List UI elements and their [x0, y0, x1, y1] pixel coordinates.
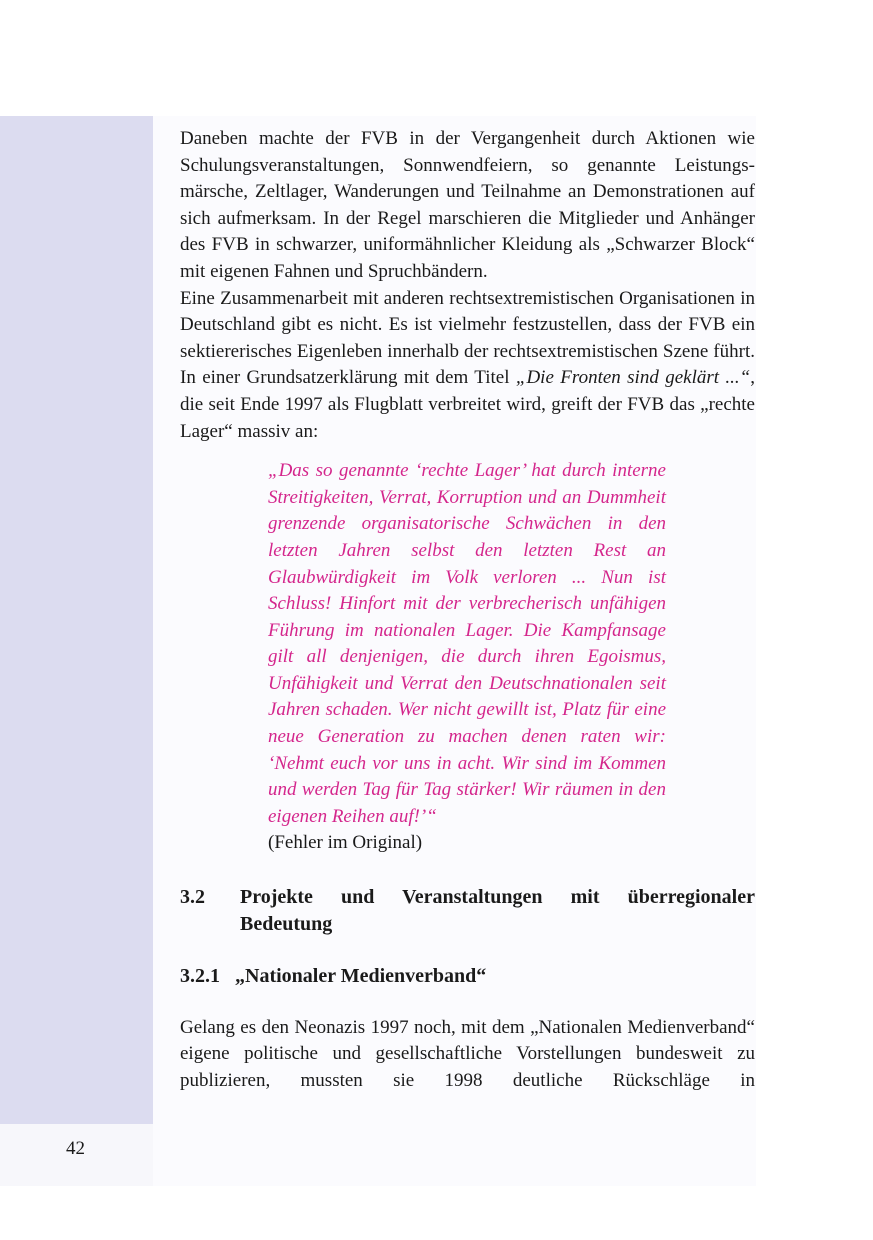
paragraph-fvb-actions: Daneben machte der FVB in der Vergangenheit durch Aktionen wie Schulungsveranstaltungen, Sonnwendfeiern, so genannte Leistungsmärsche, Zeltlager, Wanderungen und Teilnahme an Demonstrationen auf sich aufmerksam. In der Regel marschieren die Mitglieder und Anhänger des FVB in schwarzer, uniformähnlicher Kleidung als „Schwarzer Block“ mit eigenen Fahnen und Spruchbändern.: [180, 128, 755, 282]
paragraph-end: , die seit Ende 1997 als Flugblatt verbreitet wird, greift der FVB das „rechte Lager“ massiv an:: [180, 367, 755, 442]
subsection-heading: [180, 963, 755, 990]
quote-source-note: (Fehler im Original): [268, 832, 423, 854]
paragraph-start: Eine Zusammenarbeit mit anderen rechtsextremistischen Organisationen in Deutschland gibt es nicht. Es ist vielmehr festzustellen, dass der FVB ein sektiererisches Eigenleben innerhalb der rechtsextremistischen Szene führt. In einer Grundsatzerklärung mit dem Titel: [180, 287, 755, 389]
section-heading: [180, 884, 755, 937]
page-number: 42: [66, 1138, 85, 1159]
paragraph-fvb-isolation: [180, 286, 755, 446]
section-title: Projekte und Veranstaltungen mit überregionaler Bedeutung: [240, 886, 755, 935]
subsection-title: „Nationaler Medienverband“: [235, 965, 487, 988]
paragraph-medienverband: Gelang es den Neonazis 1997 noch, mit dem „Nationalen Medienverband“ eigene politische und gesellschaftliche Vorstellungen bundesweit zu publizieren, mussten sie 1998 deutliche Rückschläge in: [180, 1016, 755, 1091]
block-quote: „Das so genannte ‘rechte Lager’ hat durch interne Streitigkeiten, Verrat, Korruption und an Dummheit grenzende organisatorische Schwächen in den letzten Jahren selbst den letzten Rest an Glaubwürdigkeit im Volk verloren ... Nun ist Schluss! Hinfort mit der verbrecherisch unfähigen Führung im nationalen Lager. Die Kampfansage gilt all denjenigen, die durch ihren Egoismus, Unfähigkeit und Verrat den Deutschnationalen seit Jahren schaden. Wer nicht gewillt ist, Platz für eine neue Generation zu machen denen raten wir: ‘Nehmt euch vor uns in acht. Wir sind im Kommen und werden Tag für Tag stärker! Wir räumen in den eigenen Reihen auf!’“: [268, 460, 666, 827]
subsection-number: 3.2.1: [180, 965, 220, 988]
section-number: 3.2: [180, 886, 205, 909]
leaflet-title: „Die Fronten sind geklärt ...“: [515, 367, 751, 389]
page-content: [180, 126, 755, 1095]
sidebar-band: [0, 116, 153, 1124]
